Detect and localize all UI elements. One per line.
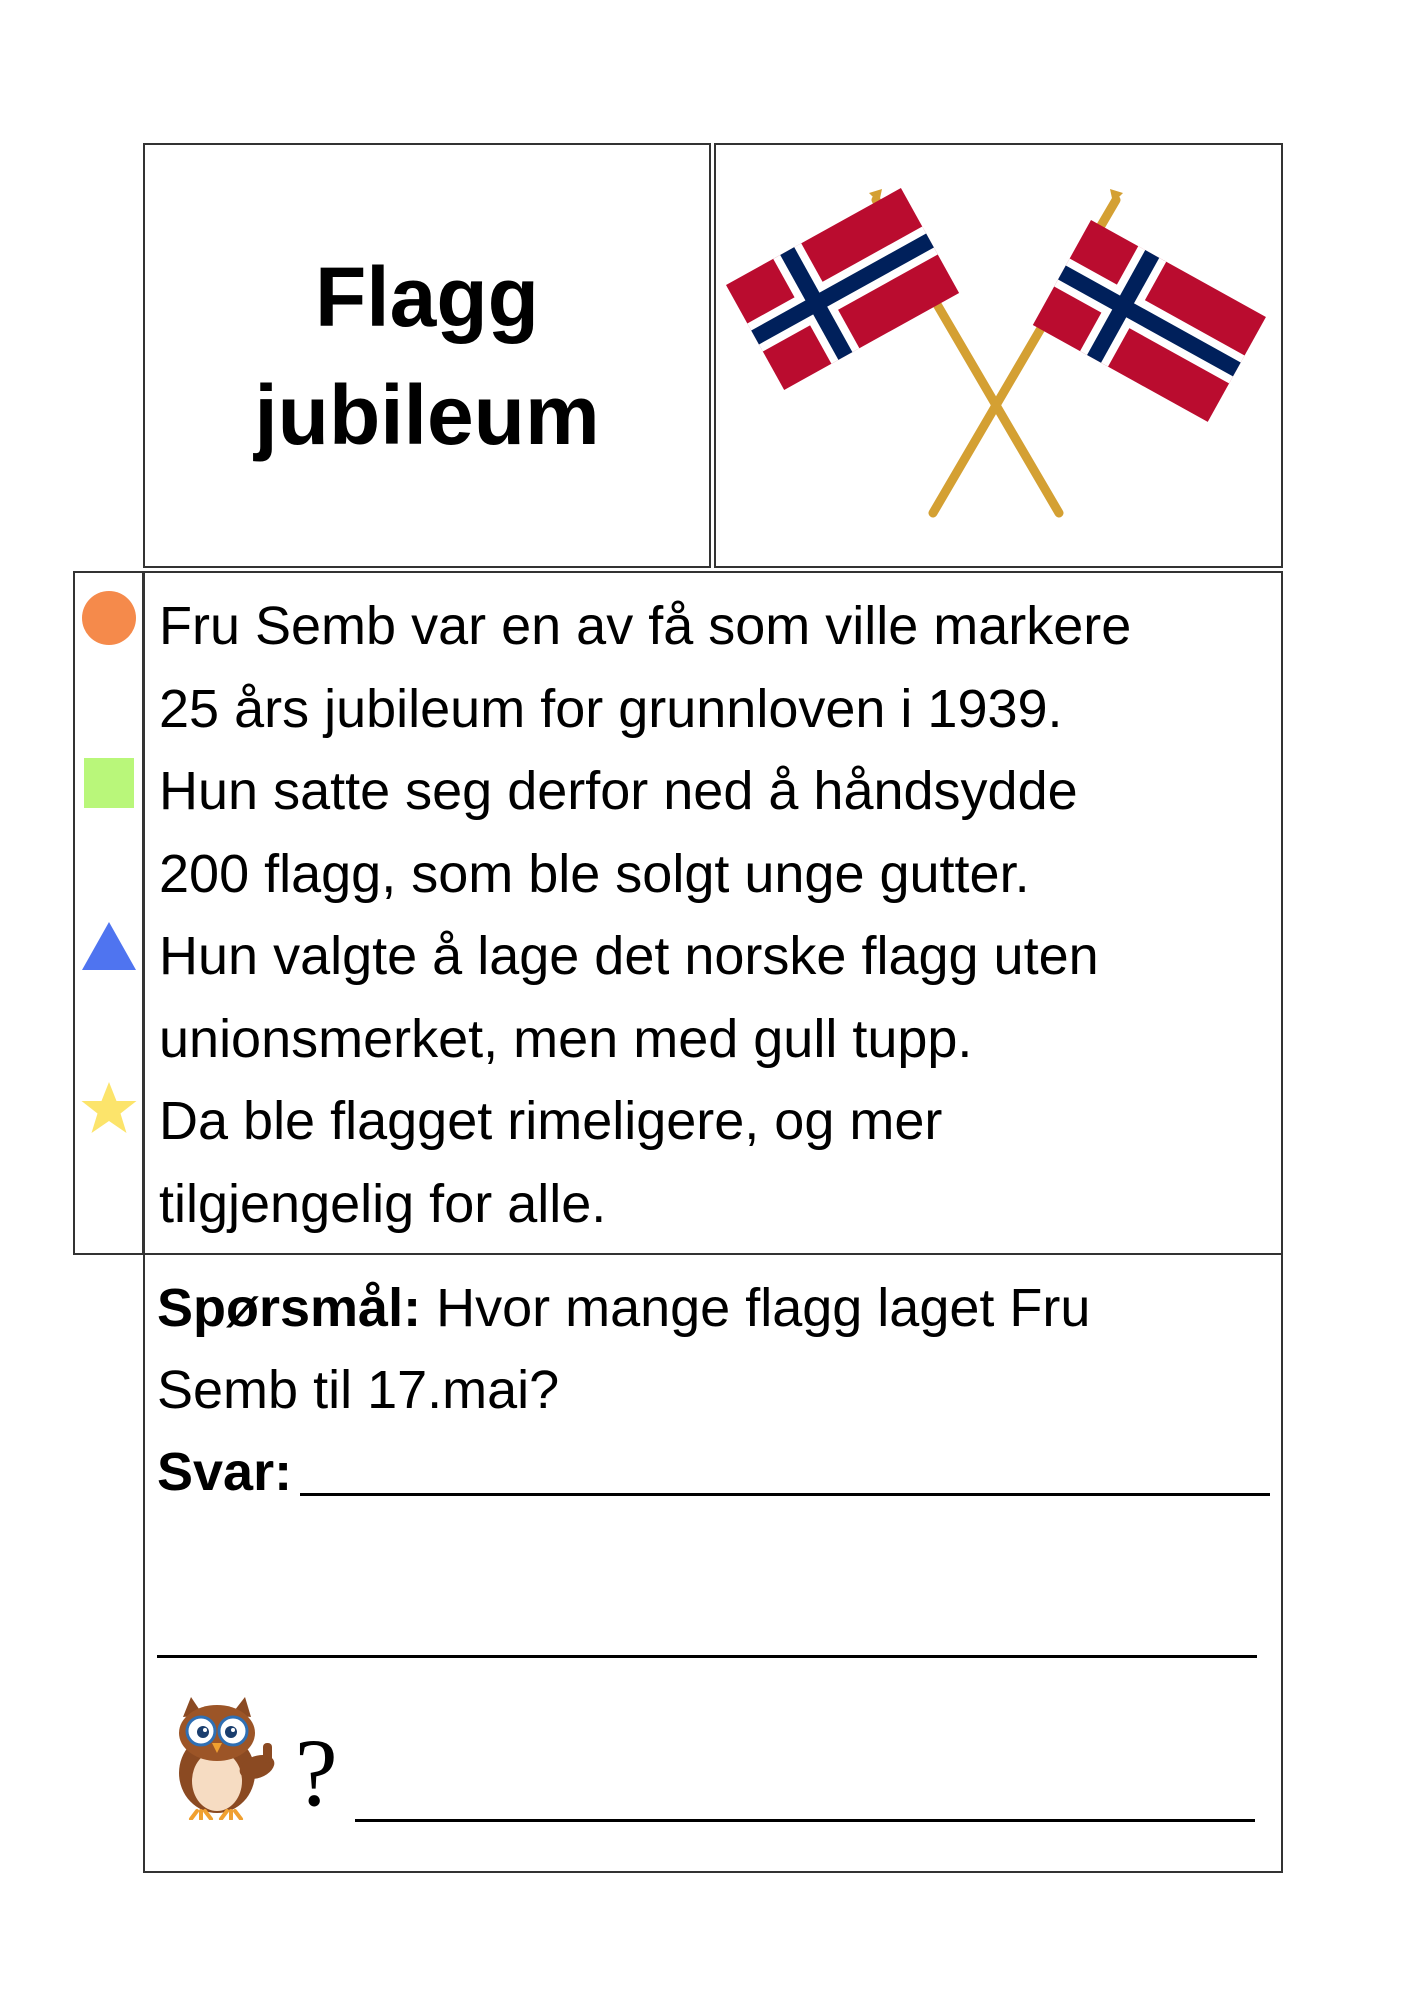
question-text: Hvor mange flagg laget Fru	[421, 1278, 1091, 1338]
story-line: Hun satte seg derfor ned å håndsydde	[159, 761, 1078, 821]
story-box	[143, 571, 1283, 1255]
answer-line-2[interactable]	[157, 1655, 1257, 1658]
story-line: tilgjengelig for alle.	[159, 1173, 607, 1234]
story-text	[159, 585, 1131, 1245]
question-line	[157, 1277, 1090, 1339]
thinking-question-mark: ?	[295, 1719, 338, 1826]
title-box	[143, 143, 711, 568]
answer-line-3[interactable]	[355, 1819, 1255, 1822]
symbol-column	[73, 571, 144, 1255]
story-line: 25 års jubileum for grunnloven i 1939.	[159, 678, 1063, 739]
question-label: Spørsmål:	[157, 1278, 422, 1338]
crossed-norwegian-flags-icon	[716, 145, 1281, 566]
story-line: Fru Semb var en av få som ville markere	[159, 596, 1132, 656]
star-icon	[78, 1079, 140, 1139]
answer-line-1[interactable]	[300, 1493, 1270, 1496]
story-line: 200 flagg, som ble solgt unge gutter.	[159, 843, 1030, 904]
square-icon	[82, 756, 136, 810]
owl-thumbs-up-icon	[165, 1695, 295, 1820]
title-line-1: Flagg	[314, 249, 539, 344]
triangle-icon	[79, 919, 139, 973]
story-line: Da ble flagget rimeligere, og mer	[159, 1091, 943, 1151]
story-line: Hun valgte å lage det norske flagg uten	[159, 926, 1099, 986]
flag-image-box	[714, 143, 1283, 568]
title-line-2: jubileum	[254, 367, 600, 462]
question-box	[143, 1253, 1283, 1873]
circle-icon	[80, 589, 138, 647]
story-line: unionsmerket, men med gull tupp.	[159, 1008, 973, 1069]
page-title	[254, 238, 599, 474]
answer-label: Svar:	[157, 1442, 293, 1502]
question-text-continued: Semb til 17.mai?	[157, 1360, 560, 1420]
